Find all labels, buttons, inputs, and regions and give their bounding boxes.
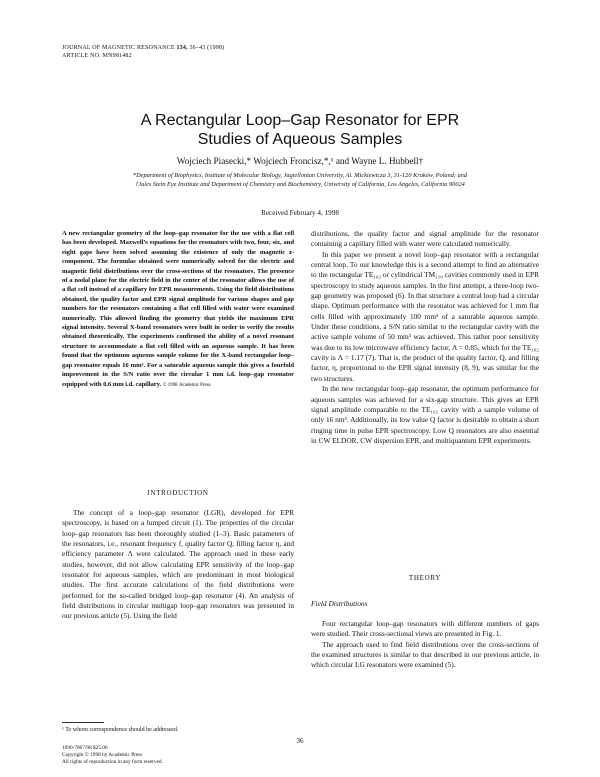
introduction-paragraph: The concept of a loop–gap resonator (LGR), developed for EPR spectroscopy, is based on a lumped circuit (1). The properties of the circular loop–gap resonators has been thoroughly studied (1–3). Basic parameters of the resonators, i.e., resonant frequency f, quality factor Q, filling factor η, and efficiency parameter Λ were calculated. The approach used in these early studies, however, did not allow calculating EPR sensitivity of the loop–gap resonator for aqueous samples, which are predominant in most biological studies. The first accurate calculations of the field distributions were performed for the so-called bridged loop–gap resonator (4). An analysis of field distributions in circular multigap loop–gap resonators was presented in our previous article (5). Using the field [62,508,294,621]
copyright-line-2: Copyright © 1998 by Academic Press [62,752,143,758]
introduction-heading: INTRODUCTION [147,489,209,497]
field-distributions-subhead: Field Distributions [311,599,368,608]
footnote: ¹ To whom correspondence should be addressed. [62,727,179,733]
abstract [62,229,294,390]
abstract-press: Academic Press [179,382,211,388]
abstract-copyright: © 1998 [162,382,178,388]
theory-body [311,619,539,671]
right-column [311,229,539,446]
right-paragraph-3: In the new rectangular loop–gap resonator, the optimum performance for aqueous samples was achieved for a six-gap structure. This gives an EPR signal amplitude comparable to the TE₁₀₂ cavity with a sample volume of only 16 nm³. Additionally, its low value Q factor is desirable to obtain a short ringing time in pulse EPR spectroscopy. Low Q resonators are also essential in CW ELDOR, CW dispersion EPR, and multiquantum EPR experiments. [311,384,539,445]
received-date: Received February 4, 1998 [261,209,339,217]
affiliation-2: †Jules Stein Eye Institute and Department of Chemistry and Biochemistry, University of California, Los Angeles, California 90024 [135,181,465,188]
article-no-label: ARTICLE NO. [62,53,103,59]
journal-name: JOURNAL OF MAGNETIC RESONANCE [62,45,177,51]
authors: Wojciech Piasecki,* Wojciech Froncisz,*,¹ and Wayne L. Hubbell† [176,156,424,166]
journal-header [62,44,224,60]
footnote-rule [62,722,104,723]
right-paragraph-1: distributions, the quality factor and signal amplitude for the resonator containing a capillary filled with water were calculated numerically. [311,229,539,249]
copyright-line-1: 1090-7807/98 $25.00 [62,745,108,751]
title-line-2: Studies of Aqueous Samples [197,131,403,148]
copyright-block [62,745,163,766]
title-line-1: A Rectangular Loop–Gap Resonator for EPR [140,112,460,129]
paper-title [0,111,600,149]
journal-line [62,44,224,52]
affiliation-1: *Department of Biophysics, Institute of Molecular Biology, Jagiellonian University, Al. Mickiewicza 3, 31-120 Kraków, Poland; and [133,172,467,179]
theory-heading: THEORY [408,574,442,582]
abstract-text: A new rectangular geometry of the loop–gap resonator for the use with a flat cell has been developed. Maxwell’s equations for the resonators with two, four, six, and eight gaps have been solved assuming the existence of only the magnetic z-component. The formulas obtained were numerically solved for the electric and magnetic field distributions over the cross-sections of the resonators. The presence of a nodal plane for the electric field in the center of the resonator allows the use of a flat cell instead of a capillary for EPR measurements. Using the field distributions obtained, the quality factor and EPR signal amplitude for various shapes and gap numbers for the resonators containing a flat cell filled with water were examined numerically. This allowed finding the geometry that yields the maximum EPR signal intensity. Several X-band resonators were built in order to verify the results obtained theoretically. The experiments confirmed the ability of a novel resonant structure to accommodate a flat cell filled with an aqueous sample. It has been found that the optimum aqueous sample volume for the X-band rectangular loop–gap resonator equals 16 mm³. For a saturable aqueous sample this gives a fourfold improvement in the S/N ratio over the circular 1 mm i.d. loop–gap resonator equipped with 0.6 mm i.d. capillary. [62,230,294,388]
theory-paragraph-2: The approach used to find field distributions over the cross-sections of the examined structures is similar to that described in our previous article, in which circular LG resonators were examined (5). [311,639,539,670]
right-paragraph-2: In this paper we present a novel loop–gap resonator with a rectangular central loop. To our knowledge this is a second attempt to find an alternative to the rectangular TE₁₀₂ or cylindrical TM₁₁₀ cavities commonly used in EPR spectroscopy to study aqueous samples. In the first attempt, a three-loop two-gap geometry was proposed (6). In that structure a central loop had a circular shape. Optimum performance with the resonator was achieved for 1 mm flat cells filled with approximately 100 mm³ of a saturable aqueous sample. Under these conditions, a S/N ratio similar to the rectangular cavity with the active sample volume of 50 mm³ was achieved. This rather poor sensitivity was due to its low microwave efficiency factor, Λ = 0.85, which for the TE₁₀₂ cavity is Λ = 1.17 (7). That is, the product of the quality factor, Q, and filling factor, η, proportional to the EPR signal intensity (8, 9), was similar for the two structures. [311,249,539,383]
journal-volume: 134, [176,45,188,51]
page-number: 36 [296,737,304,745]
introduction-body [62,508,294,622]
article-no: MN981482 [102,53,132,59]
theory-paragraph-1: Four rectangular loop–gap resonators with different numbers of gaps were studied. Their cross-sectional views are presented in Fig. 1. [311,619,539,639]
journal-pages: 36–43 (1998) [187,45,225,51]
article-number-line [62,52,224,60]
copyright-line-3: All rights of reproduction in any form reserved. [62,759,163,765]
